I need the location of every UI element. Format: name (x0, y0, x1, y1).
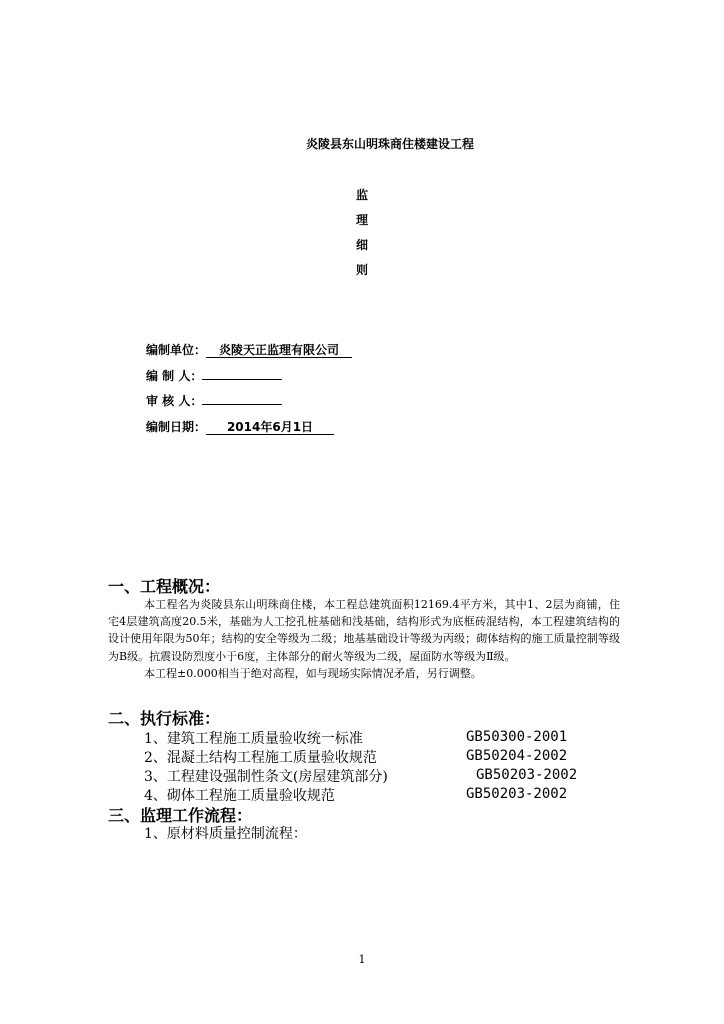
section-title-workflow: 三、监理工作流程： (108, 806, 253, 825)
standard-item (144, 728, 363, 748)
overview-paragraph-2: 本工程±0.000相当于绝对高程，如与现场实际情况矛盾，另行调整。 (144, 666, 482, 680)
field-value (202, 379, 282, 380)
workflow-item: 1、原材料质量控制流程： (144, 826, 307, 842)
field-value: 2014年6月1日 (206, 421, 334, 435)
overview-paragraph: 本工程名为炎陵县东山明珠商住楼，本工程总建筑面积12169.4平方米，其中1、2层为商铺，住宅4层建筑高度20.5米，基础为人工挖孔桩基础和浅基础，结构形式为底框砖混结构，本工程建筑结构的设计使用年限为50年；结构的安全等级为二级；地基基础设计等级为丙级；砌体结构的施工质量控制等级为B级。抗震设防烈度小于6度，主体部分的耐火等级为二级，屋面防水等级为Ⅱ级。 (108, 598, 620, 663)
section-title-standards: 二、执行标准： (108, 709, 221, 728)
compiler-unit-row (146, 341, 352, 358)
page-number: 1 (358, 953, 366, 966)
standard-item (144, 766, 388, 786)
section-title-overview: 一、工程概况： (108, 577, 221, 596)
date-row (146, 418, 334, 435)
doc-title-char: 则 (356, 263, 369, 277)
standard-item (144, 785, 335, 805)
project-title: 炎陵县东山明珠商住楼建设工程 (305, 137, 474, 151)
doc-title-char: 监 (356, 188, 369, 202)
standard-name: 1、建筑工程施工质量验收统一标准 (144, 731, 363, 747)
standard-code: GB50204-2002 (466, 748, 568, 764)
standard-name: 4、砌体工程施工质量验收规范 (144, 788, 335, 804)
field-value: 炎陵天正监理有限公司 (206, 344, 352, 358)
field-value (202, 404, 282, 405)
standard-code: GB50300-2001 (466, 729, 568, 745)
doc-title-char: 细 (356, 238, 369, 252)
standard-code: GB50203-2002 (476, 767, 578, 783)
field-label: 编 制 人： (146, 369, 203, 383)
field-label: 审 核 人： (146, 394, 203, 408)
compiler-row (146, 367, 282, 384)
field-label: 编制日期： (146, 420, 207, 434)
field-label: 编制单位： (146, 343, 207, 357)
overview-body (108, 596, 620, 682)
standard-name: 3、工程建设强制性条文(房屋建筑部分) (144, 769, 388, 785)
standard-item (144, 747, 377, 767)
standard-name: 2、混凝土结构工程施工质量验收规范 (144, 750, 377, 766)
reviewer-row (146, 392, 282, 409)
standard-code: GB50203-2002 (466, 786, 568, 802)
doc-title-char: 理 (356, 213, 369, 227)
